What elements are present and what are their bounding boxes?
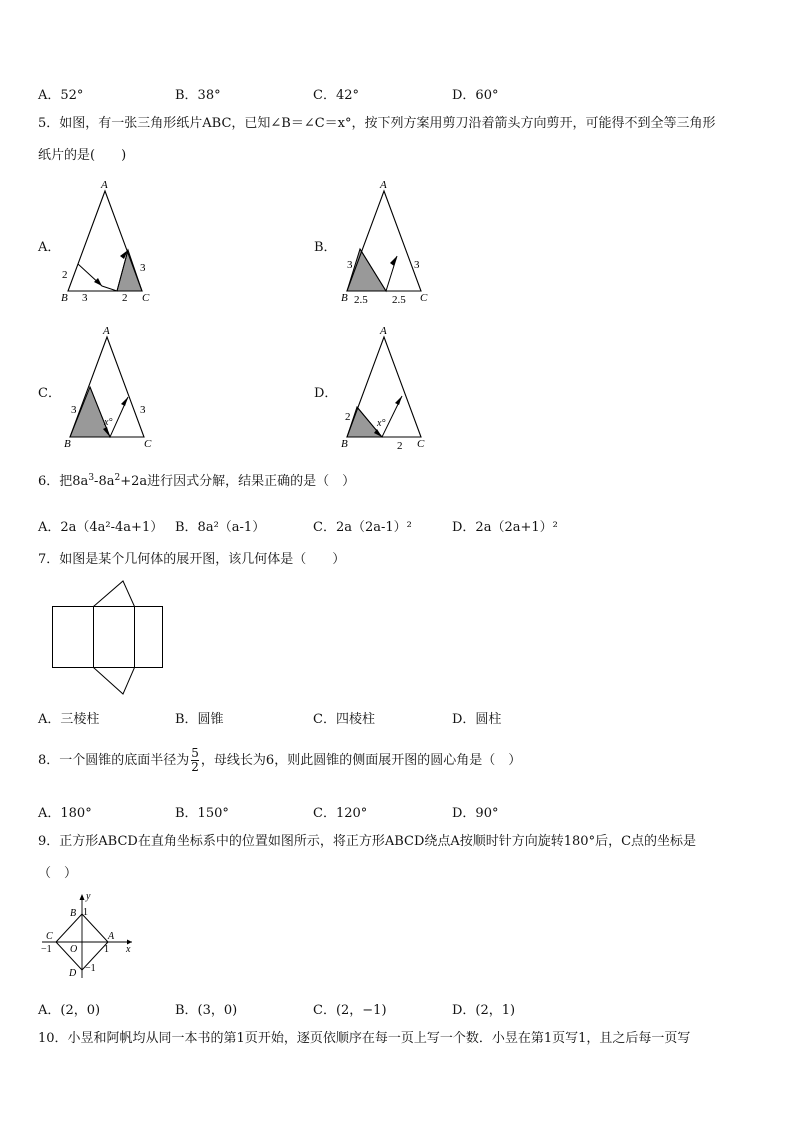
q9-option-c: C．(2，−1) — [313, 1003, 387, 1018]
shaded-triangle — [347, 249, 386, 291]
vertex-a: A — [380, 179, 387, 191]
angle-label: x° — [104, 417, 113, 428]
vertex-a: A — [380, 325, 387, 337]
arrow-head — [395, 396, 402, 405]
q6-option-d: D．2a（2a+1）² — [452, 520, 558, 535]
axis-label-y: y — [86, 891, 91, 902]
q4-option-c: C．42° — [313, 88, 359, 103]
q5-label-c: C． — [38, 386, 61, 401]
tick-label: −1 — [41, 944, 52, 955]
net-rect-middle — [94, 607, 135, 668]
length-label: 2.5 — [392, 294, 406, 306]
q7-net-figure — [52, 580, 164, 696]
arrow-head — [121, 397, 128, 406]
fraction: $\frac{5}{2}$ — [191, 746, 199, 774]
q9-coordinate-figure — [38, 890, 138, 982]
y-axis-arrow — [80, 894, 85, 900]
q4-option-a: A．52° — [38, 88, 84, 103]
q7-option-c: C．四棱柱 — [313, 712, 375, 727]
axis-label-x: x — [126, 944, 131, 955]
q8-option-d: D．90° — [452, 806, 499, 821]
length-label: 2.5 — [354, 294, 368, 306]
net-triangle-bottom — [94, 668, 135, 695]
point-a: A — [108, 931, 115, 942]
vertex-a: A — [101, 179, 108, 191]
q5-label-b: B． — [314, 240, 337, 255]
q7-option-d: D．圆柱 — [452, 712, 502, 727]
q6-option-c: C．2a（2a-1）² — [313, 520, 412, 535]
q8-option-b: B．150° — [175, 806, 229, 821]
length-label: 3 — [82, 292, 88, 304]
point-b: B — [70, 908, 77, 919]
vertex-c: C — [420, 292, 428, 304]
q7-question: 7．如图是某个几何体的展开图，该几何体是（ ） — [38, 552, 346, 567]
point-c: C — [46, 931, 53, 942]
length-label: 3 — [414, 259, 420, 271]
length-label: 3 — [347, 259, 353, 271]
vertex-b: B — [341, 438, 348, 450]
q4-option-b: B．38° — [175, 88, 221, 103]
q9-question-line1: 9．正方形ABCD在直角坐标系中的位置如图所示，将正方形ABCD绕点A按顺时针方向旋转180°后，C点的坐标是 — [38, 834, 697, 849]
q7-option-b: B．圆锥 — [175, 712, 224, 727]
q9-option-d: D．(2，1) — [452, 1003, 516, 1018]
q6-option-a: A．2a（4a²-4a+1） — [38, 520, 164, 535]
q9-option-b: B．(3，0) — [175, 1003, 238, 1018]
tick-label: −1 — [85, 963, 96, 974]
length-label: 2 — [345, 411, 351, 423]
q4-option-d: D．60° — [452, 88, 499, 103]
length-label: 3 — [140, 262, 146, 274]
length-label: 2 — [122, 292, 128, 304]
point-d: D — [69, 968, 77, 979]
vertex-b: B — [64, 438, 71, 450]
q5-figure-b — [340, 176, 440, 306]
tick-label: 1 — [104, 944, 109, 955]
vertex-c: C — [417, 438, 425, 450]
q9-question-line2: （ ） — [38, 866, 78, 881]
length-label: 3 — [71, 404, 77, 416]
q8-question: 8．一个圆锥的底面半径为 $\frac{5}{2}$ ，母线长为6，则此圆锥的侧面展开图的圆心角是（ ） — [38, 746, 522, 774]
net-rect-left — [53, 607, 94, 668]
q5-question-line2: 纸片的是( ) — [38, 148, 127, 163]
net-rect-right — [135, 607, 163, 668]
q7-option-a: A．三棱柱 — [38, 712, 100, 727]
length-label: 3 — [140, 404, 146, 416]
q6-question: 6．把$8a^3-8a^2+2a$进行因式分解，结果正确的是（ ） — [38, 473, 356, 489]
length-label: 2 — [62, 269, 68, 281]
vertex-c: C — [142, 292, 150, 304]
tick-label: 1 — [83, 907, 88, 918]
origin-label: O — [70, 944, 78, 955]
q5-label-a: A． — [38, 240, 61, 255]
q10-question: 10．小昱和阿帆均从同一本书的第1页开始，逐页依顺序在每一页上写一个数．小昱在第1页写1，且之后每一页写 — [38, 1031, 691, 1046]
q5-figure-c — [60, 322, 160, 452]
net-triangle-top — [94, 581, 135, 607]
q5-label-d: D． — [314, 386, 338, 401]
length-label: 2 — [397, 440, 403, 452]
q5-figure-d — [340, 322, 440, 452]
vertex-a: A — [103, 325, 110, 337]
q6-option-b: B．8a²（a-1） — [175, 520, 266, 535]
q5-question-line1: 5．如图，有一张三角形纸片ABC，已知∠B＝∠C＝x°，按下列方案用剪刀沿着箭头方向剪开，可能得不到全等三角形 — [38, 116, 716, 131]
q8-option-a: A．180° — [38, 806, 92, 821]
q5-figure-a — [58, 176, 158, 306]
vertex-b: B — [61, 292, 68, 304]
q8-option-c: C．120° — [313, 806, 368, 821]
angle-label: x° — [377, 418, 386, 429]
vertex-b: B — [341, 292, 348, 304]
vertex-c: C — [144, 438, 152, 450]
q9-option-a: A．(2，0) — [38, 1003, 101, 1018]
